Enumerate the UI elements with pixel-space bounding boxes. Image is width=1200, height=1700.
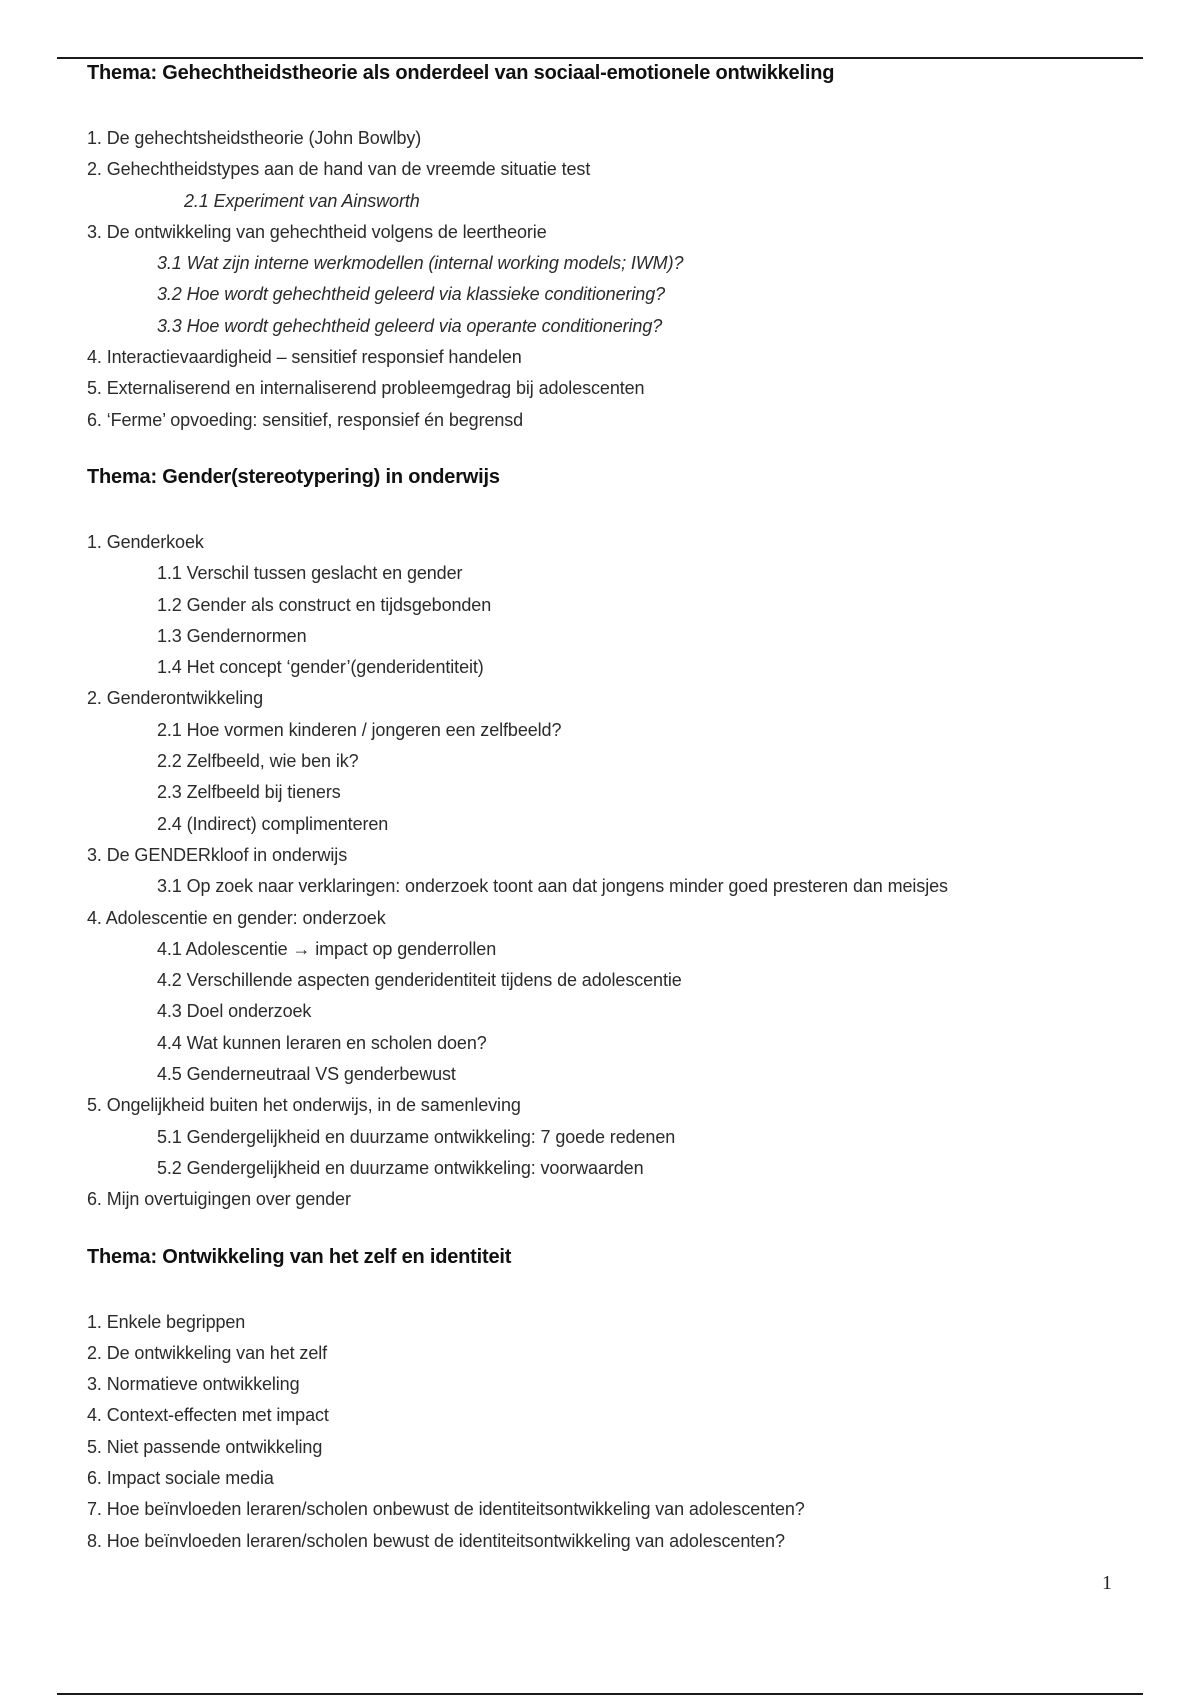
list-item: 5. Externaliserend en internaliserend probleemgedrag bij adolescenten: [87, 378, 645, 399]
bottom-rule: [57, 1693, 1143, 1695]
list-item: 1. Enkele begrippen: [87, 1311, 246, 1332]
list-item: 2. Genderontwikkeling: [87, 688, 264, 709]
list-item: 1.1 Verschil tussen geslacht en gender: [157, 563, 463, 584]
list-item: 2. De ontwikkeling van het zelf: [87, 1342, 328, 1363]
list-item: 6. Mijn overtuigingen over gender: [87, 1189, 351, 1210]
list-item: 5.2 Gendergelijkheid en duurzame ontwikkeling: voorwaarden: [157, 1157, 644, 1178]
list-item: 1.4 Het concept ‘gender’(genderidentiteit): [157, 657, 484, 678]
list-item: 1.3 Gendernormen: [157, 625, 307, 646]
list-item: 7. Hoe beïnvloeden leraren/scholen onbewust de identiteitsontwikkeling van adolescenten?: [87, 1499, 805, 1520]
list-item: 1.2 Gender als construct en tijdsgebonden: [157, 594, 492, 615]
section-title-gehechtheid: Thema: Gehechtheidstheorie als onderdeel van sociaal-emotionele ontwikkeling: [87, 62, 835, 84]
list-item: 4.5 Genderneutraal VS genderbewust: [157, 1064, 456, 1085]
list-item: 4.4 Wat kunnen leraren en scholen doen?: [157, 1032, 487, 1053]
list-item: 3. De ontwikkeling van gehechtheid volgens de leertheorie: [87, 221, 547, 242]
list-item: 6. Impact sociale media: [87, 1467, 274, 1488]
list-item: 2.3 Zelfbeeld bij tieners: [157, 782, 341, 803]
list-item: 4.1 Adolescentie → impact op genderrollen: [157, 938, 497, 959]
list-item: 2. Gehechtheidstypes aan de hand van de vreemde situatie test: [87, 159, 591, 180]
document-body: [87, 58, 1147, 1557]
section-list-gehechtheid: [87, 123, 1147, 436]
list-item: 6. ‘Ferme’ opvoeding: sensitief, responsief én begrensd: [87, 409, 524, 430]
list-item: 3.1 Wat zijn interne werkmodellen (internal working models; IWM)?: [157, 253, 684, 274]
list-item: 3.2 Hoe wordt gehechtheid geleerd via klassieke conditionering?: [157, 284, 666, 305]
page-number: 1: [1102, 1572, 1112, 1594]
list-item: 3. De GENDERkloof in onderwijs: [87, 844, 348, 865]
section-list-zelf-identiteit: [87, 1307, 1147, 1557]
list-item: 2.2 Zelfbeeld, wie ben ik?: [157, 751, 359, 772]
list-item: 4.3 Doel onderzoek: [157, 1001, 312, 1022]
list-item: 4. Interactievaardigheid – sensitief responsief handelen: [87, 347, 522, 368]
section-title-gender: Thema: Gender(stereotypering) in onderwijs: [87, 465, 500, 488]
list-item: 2.1 Experiment van Ainsworth: [184, 190, 420, 211]
section-list-gender: [87, 527, 1147, 1216]
list-item: 5. Ongelijkheid buiten het onderwijs, in de samenleving: [87, 1095, 521, 1116]
list-item: 5. Niet passende ontwikkeling: [87, 1436, 323, 1457]
list-item: 4.2 Verschillende aspecten genderidentiteit tijdens de adolescentie: [157, 970, 682, 991]
section-title-zelf-identiteit: Thema: Ontwikkeling van het zelf en identiteit: [87, 1245, 512, 1268]
list-item: 8. Hoe beïnvloeden leraren/scholen bewust de identiteitsontwikkeling van adolescenten?: [87, 1530, 785, 1551]
list-item: 4. Context-effecten met impact: [87, 1405, 329, 1426]
list-item: 3.3 Hoe wordt gehechtheid geleerd via operante conditionering?: [157, 315, 663, 336]
list-item: 3.1 Op zoek naar verklaringen: onderzoek toont aan dat jongens minder goed presteren dan meisjes: [157, 876, 948, 897]
list-item: 4. Adolescentie en gender: onderzoek: [87, 907, 386, 928]
list-item: 5.1 Gendergelijkheid en duurzame ontwikkeling: 7 goede redenen: [157, 1126, 676, 1147]
list-item: 1. De gehechtsheidstheorie (John Bowlby): [87, 128, 422, 148]
list-item: 2.4 (Indirect) complimenteren: [157, 813, 389, 834]
list-item: 2.1 Hoe vormen kinderen / jongeren een zelfbeeld?: [157, 719, 562, 740]
list-item: 1. Genderkoek: [87, 531, 204, 552]
list-item: 3. Normatieve ontwikkeling: [87, 1374, 300, 1395]
